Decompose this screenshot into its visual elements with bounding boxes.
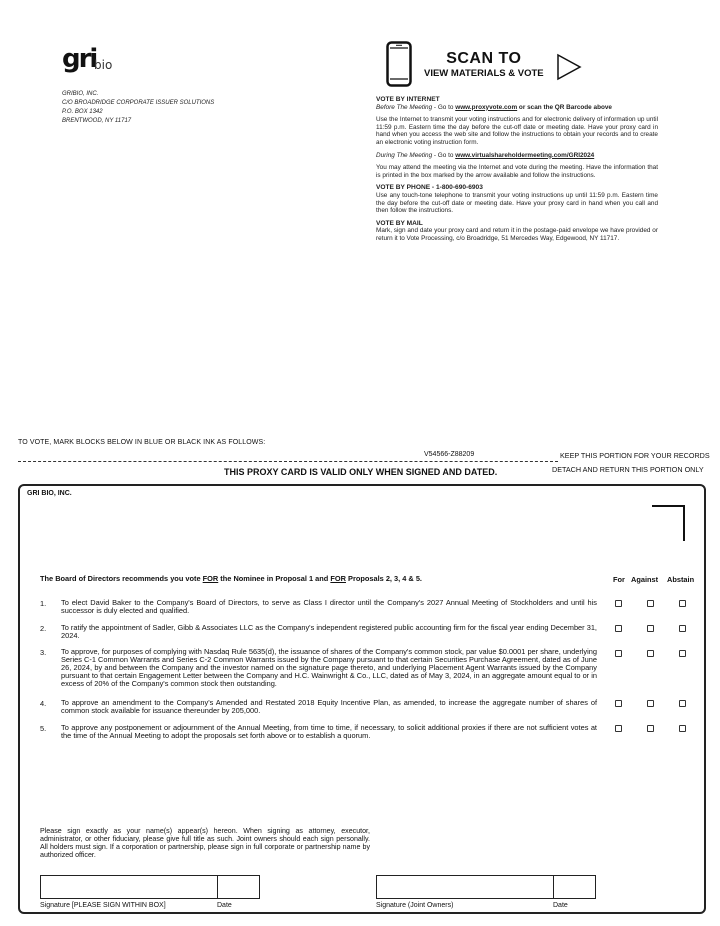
signature-box[interactable] xyxy=(40,875,218,899)
detach-line xyxy=(18,461,558,462)
ink-instruction: TO VOTE, MARK BLOCKS BELOW IN BLUE OR BLACK INK AS FOLLOWS: xyxy=(18,439,266,446)
control-number: V54566-Z88209 xyxy=(424,451,475,458)
proposal-1-abstain-checkbox[interactable] xyxy=(679,600,686,607)
virtual-meeting-link[interactable]: www.virtualshareholdermeeting.com/GRI2024 xyxy=(455,151,595,159)
proposal-number: 4. xyxy=(40,699,47,708)
board-recommendation xyxy=(40,574,422,583)
column-against: Against xyxy=(631,575,659,584)
smartphone-icon xyxy=(386,41,412,87)
proposal-4-for-checkbox[interactable] xyxy=(615,700,622,707)
joint-signature-date-box[interactable] xyxy=(553,875,596,899)
before-label: Before The Meeting xyxy=(376,103,433,111)
logo-sub-text: bio xyxy=(94,58,113,72)
voting-instructions xyxy=(376,96,658,248)
proposal-1-for-checkbox[interactable] xyxy=(615,600,622,607)
joint-signature-label: Signature (Joint Owners) xyxy=(376,902,454,909)
internet-during-body: You may attend the meeting via the Internet and vote during the meeting. Have the information that is printed in the box marked by the arrow available and follow the instructions. xyxy=(376,164,658,179)
board-rec-for1: FOR xyxy=(202,574,219,583)
during-prefix: - Go to xyxy=(432,151,456,159)
internet-before-line xyxy=(376,104,658,112)
proposal-number: 1. xyxy=(40,599,47,608)
proposal-2-abstain-checkbox[interactable] xyxy=(679,625,686,632)
address-line: P.O. BOX 1342 xyxy=(62,109,103,115)
proposal-4-abstain-checkbox[interactable] xyxy=(679,700,686,707)
scan-title: SCAN TO xyxy=(446,50,522,67)
detach-portion-note: DETACH AND RETURN THIS PORTION ONLY xyxy=(552,465,704,474)
valid-notice: THIS PROXY CARD IS VALID ONLY WHEN SIGNED AND DATED. xyxy=(224,467,498,477)
proposal-text: To approve an amendment to the Company's Amended and Restated 2018 Equity Incentive Plan, as amended, to increase the aggregate number of shares of common stock available for issuance thereunder by 205,000. xyxy=(61,698,597,715)
keep-portion-note: KEEP THIS PORTION FOR YOUR RECORDS xyxy=(560,451,710,460)
column-abstain: Abstain xyxy=(667,575,695,584)
during-label: During The Meeting xyxy=(376,151,433,159)
board-rec-for2: FOR xyxy=(330,574,346,583)
proposal-number: 5. xyxy=(40,724,47,733)
proposal-2-against-checkbox[interactable] xyxy=(647,625,654,632)
mail-body: Mark, sign and date your proxy card and return it in the postage-paid envelope we have provided or return it to Vote Processing, c/o Broadridge, 51 Mercedes Way, Edgewood, NY 11717. xyxy=(376,227,658,242)
board-rec-part2: the Nominee in Proposal 1 and xyxy=(218,574,331,583)
signing-instructions: Please sign exactly as your name(s) appear(s) hereon. When signing as attorney, executor, administrator, or other fiduciary, please give full title as such. Joint owners should each sign personally. All holders must sign. If a corporation or partnership, please sign in full corporate or partnership name by authorized officer. xyxy=(40,827,370,859)
company-logo xyxy=(62,46,122,78)
before-suffix: or scan the QR Barcode above xyxy=(517,103,612,111)
internet-heading: VOTE BY INTERNET xyxy=(376,96,440,103)
before-prefix: - Go to xyxy=(432,103,456,111)
internet-body: Use the Internet to transmit your voting instructions and for electronic delivery of information up until 11:59 p.m. Eastern time the day before the cut-off date or meeting date. Have your proxy card in hand when you access the web site and follow the instructions to obtain your records and to create an electronic voting instruction form. xyxy=(376,116,658,146)
address-line: C/O BROADRIDGE CORPORATE ISSUER SOLUTIONS xyxy=(62,100,215,106)
scan-to-vote-banner xyxy=(424,50,544,79)
address-corner-mark xyxy=(652,505,685,541)
proposal-text: To elect David Baker to the Company's Board of Directors, to serve as Class I director until the Company's 2027 Annual Meeting of Stockholders and until his successor is duly elected and qualified. xyxy=(61,598,597,615)
date-label: Date xyxy=(217,902,232,909)
mail-heading: VOTE BY MAIL xyxy=(376,219,423,227)
proposal-5-for-checkbox[interactable] xyxy=(615,725,622,732)
proposal-3-against-checkbox[interactable] xyxy=(647,650,654,657)
board-rec-part1: The Board of Directors recommends you vote xyxy=(40,574,203,583)
joint-date-label: Date xyxy=(553,902,568,909)
logo-main-text: gri xyxy=(62,44,97,74)
proposal-4-against-checkbox[interactable] xyxy=(647,700,654,707)
proposal-text: To approve, for purposes of complying with Nasdaq Rule 5635(d), the issuance of shares of the Company's common stock, par value $0.0001 per share, underlying Series C-1 Common Warrants and Series C-2 Common Warrants issued by the Company pursuant to that certain Securities Purchase Agreement, dated as of June 26, 2024, by and between the Company and the investor named on the signature page thereto, and underlying Placement Agent Warrants issued by the Company pursuant to that certain Engagement Letter between the Company and H.C. Wainwright & Co., LLC, dated as of May 3, 2024, in an aggregate amount equal to or in excess of 20% of the Company's common stock then outstanding. xyxy=(61,647,597,688)
phone-body: Use any touch-tone telephone to transmit your voting instructions up until 11:59 p.m. Eastern time the day before the cut-off date or meeting date. Have your proxy card in hand when you call and then follow the instructions. xyxy=(376,191,658,215)
proposal-2-for-checkbox[interactable] xyxy=(615,625,622,632)
proposal-3-for-checkbox[interactable] xyxy=(615,650,622,657)
scan-subtitle: VIEW MATERIALS & VOTE xyxy=(424,68,544,79)
proposal-3-abstain-checkbox[interactable] xyxy=(679,650,686,657)
proposal-text: To ratify the appointment of Sadler, Gibb & Associates LLC as the Company's independent registered public accounting firm for the fiscal year ending December 31, 2024. xyxy=(61,623,597,640)
phone-heading: VOTE BY PHONE - 1-800-690-6903 xyxy=(376,184,483,192)
proposal-number: 2. xyxy=(40,624,47,633)
column-for: For xyxy=(613,575,625,584)
internet-during-line xyxy=(376,152,658,160)
proposal-text: To approve any postponement or adjournment of the Annual Meeting, from time to time, if necessary, to solicit additional proxies if there are not sufficient votes at the time of the Annual Meeting to adopt the proposals set forth above or to establish a quorum. xyxy=(61,723,597,740)
signature-date-box[interactable] xyxy=(217,875,260,899)
proposal-number: 3. xyxy=(40,648,47,657)
address-line: GRIBIO, INC. xyxy=(62,91,99,97)
board-rec-part3: Proposals 2, 3, 4 & 5. xyxy=(345,574,422,583)
return-address xyxy=(62,90,214,126)
proposal-1-against-checkbox[interactable] xyxy=(647,600,654,607)
proxyvote-link[interactable]: www.proxyvote.com xyxy=(455,103,518,111)
play-arrow-icon xyxy=(556,53,582,81)
company-name: GRI BIO, INC. xyxy=(27,490,72,497)
proposal-5-against-checkbox[interactable] xyxy=(647,725,654,732)
proposal-5-abstain-checkbox[interactable] xyxy=(679,725,686,732)
joint-signature-box[interactable] xyxy=(376,875,554,899)
address-line: BRENTWOOD, NY 11717 xyxy=(62,118,132,124)
signature-label: Signature [PLEASE SIGN WITHIN BOX] xyxy=(40,902,166,909)
